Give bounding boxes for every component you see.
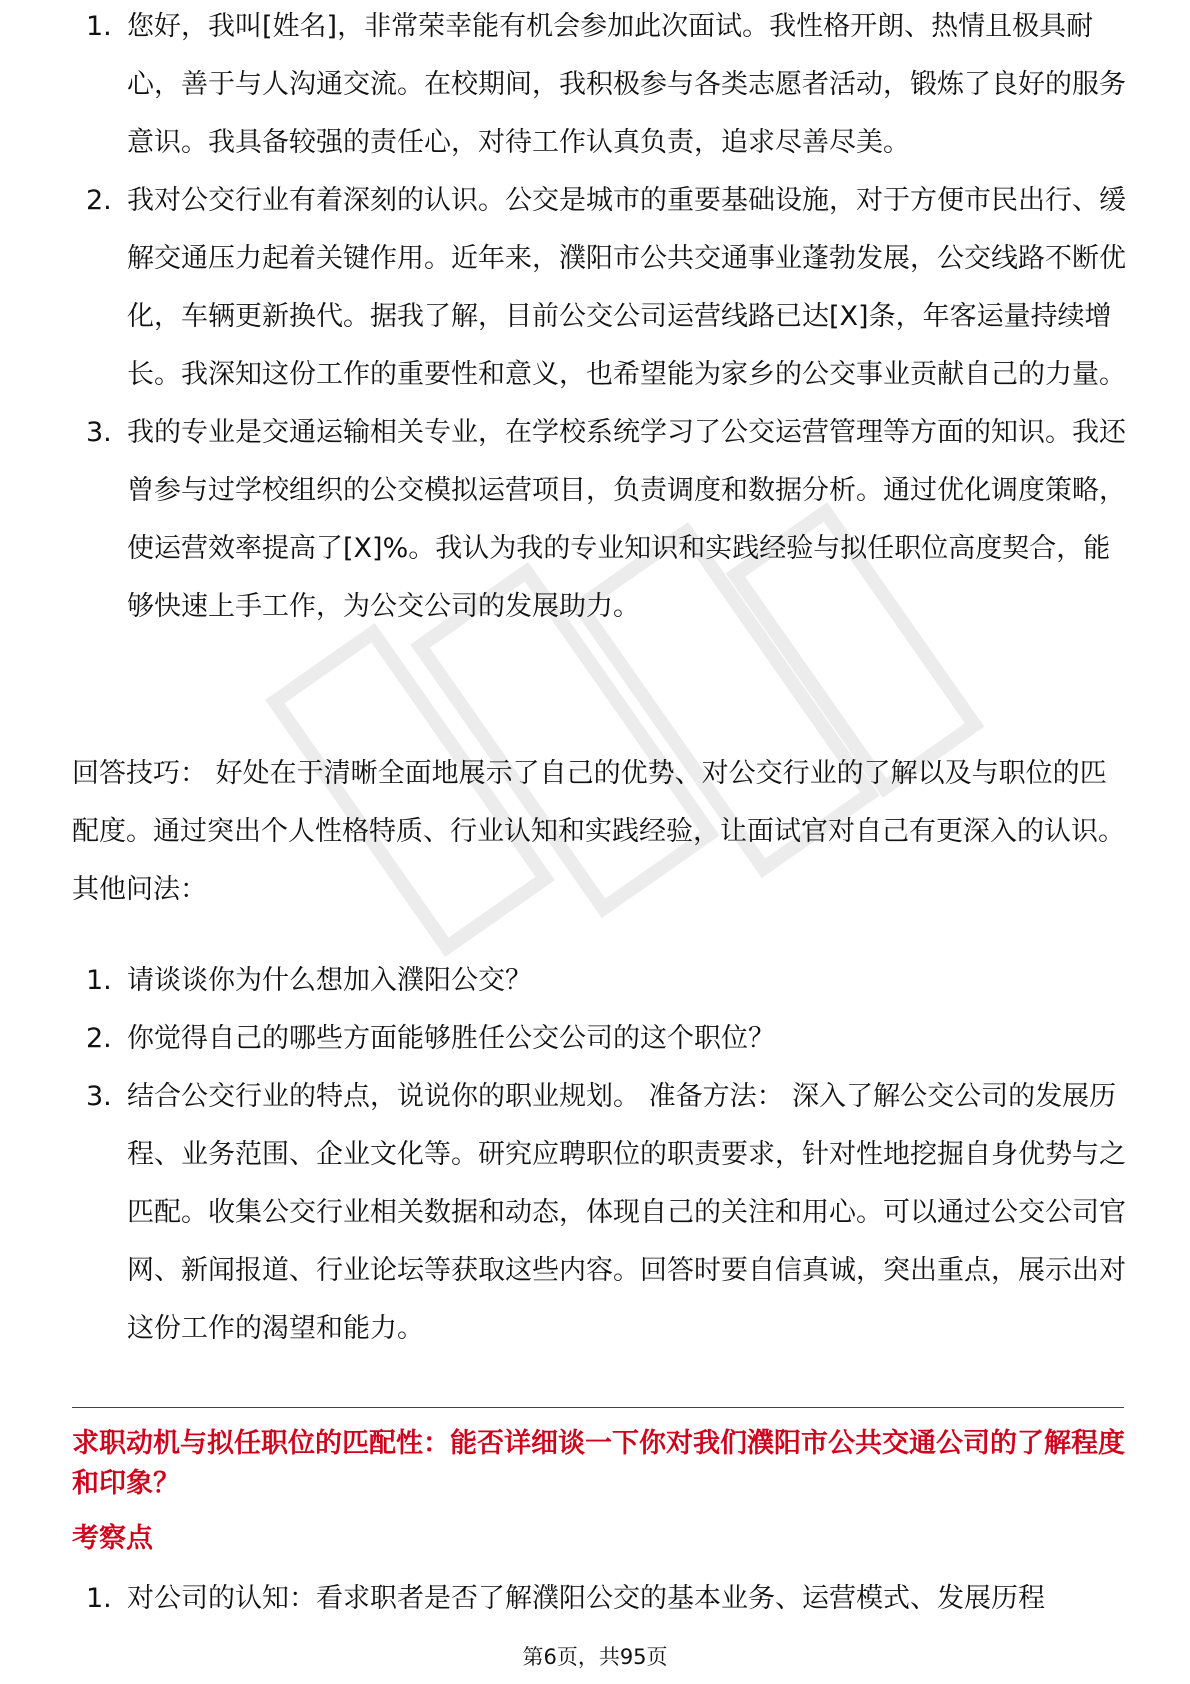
list-number: 1.: [86, 11, 112, 42]
subsection-title: 考察点: [72, 1523, 153, 1554]
section-title: 求职动机与拟任职位的匹配性：能否详细谈一下你对我们濮阳市公共交通公司的了解程度和印象？: [72, 1428, 1125, 1499]
list-item: [72, 952, 1132, 1010]
list-text: 对公司的认知：看求职者是否了解濮阳公交的基本业务、运营模式、发展历程: [127, 1583, 1045, 1614]
list-number: 1.: [86, 1583, 112, 1614]
list-text: 我对公交行业有着深刻的认识。公交是城市的重要基础设施，对于方便市民出行、缓解交通压力起着关键作用。近年来，濮阳市公共交通事业蓬勃发展，公交线路不断优化，车辆更新换代。据我了解，目前公交公司运营线路已达[X]条，年客运量持续增长。我深知这份工作的重要性和意义，也希望能为家乡的公交事业贡献自己的力量。: [127, 185, 1126, 390]
page-footer: 第6页，共95页: [522, 1645, 668, 1669]
answer-list: [72, 0, 1132, 636]
list-item: [72, 1068, 1132, 1358]
section-divider: [72, 1407, 1124, 1408]
list-number: 2.: [86, 1023, 112, 1054]
list-number: 3.: [86, 417, 112, 448]
list-number: 3.: [86, 1081, 112, 1112]
list-item: [72, 1010, 1132, 1068]
list-item: [72, 1570, 1132, 1628]
tips-paragraph: 回答技巧： 好处在于清晰全面地展示了自己的优势、对公交行业的了解以及与职位的匹配度。通过突出个人性格特质、行业认知和实践经验，让面试官对自己有更深入的认识。 其他问法：: [72, 758, 1125, 905]
other-questions-list: [72, 952, 1132, 1358]
list-item: [72, 404, 1132, 636]
list-text: 您好，我叫[姓名]，非常荣幸能有机会参加此次面试。我性格开朗、热情且极具耐心，善于与人沟通交流。在校期间，我积极参与各类志愿者活动，锻炼了良好的服务意识。我具备较强的责任心，对待工作认真负责，追求尽善尽美。: [127, 11, 1126, 158]
list-item: [72, 0, 1132, 172]
list-number: 1.: [86, 965, 112, 996]
list-text: 你觉得自己的哪些方面能够胜任公交公司的这个职位？: [127, 1023, 775, 1054]
list-text: 请谈谈你为什么想加入濮阳公交？: [127, 965, 532, 996]
list-text: 结合公交行业的特点，说说你的职业规划。 准备方法： 深入了解公交公司的发展历程、业务范围、企业文化等。研究应聘职位的职责要求，针对性地挖掘自身优势与之匹配。收集公交行业相关数据和动态，体现自己的关注和用心。可以通过公交公司官网、新闻报道、行业论坛等获取这些内容。回答时要自信真诚，突出重点，展示出对这份工作的渴望和能力。: [127, 1081, 1126, 1344]
list-item: [72, 172, 1132, 404]
list-number: 2.: [86, 185, 112, 216]
exam-points-list: [72, 1570, 1132, 1628]
list-text: 我的专业是交通运输相关专业，在学校系统学习了公交运营管理等方面的知识。我还曾参与过学校组织的公交模拟运营项目，负责调度和数据分析。通过优化调度策略，使运营效率提高了[X]%。我认为我的专业知识和实践经验与拟任职位高度契合，能够快速上手工作，为公交公司的发展助力。: [127, 417, 1126, 622]
